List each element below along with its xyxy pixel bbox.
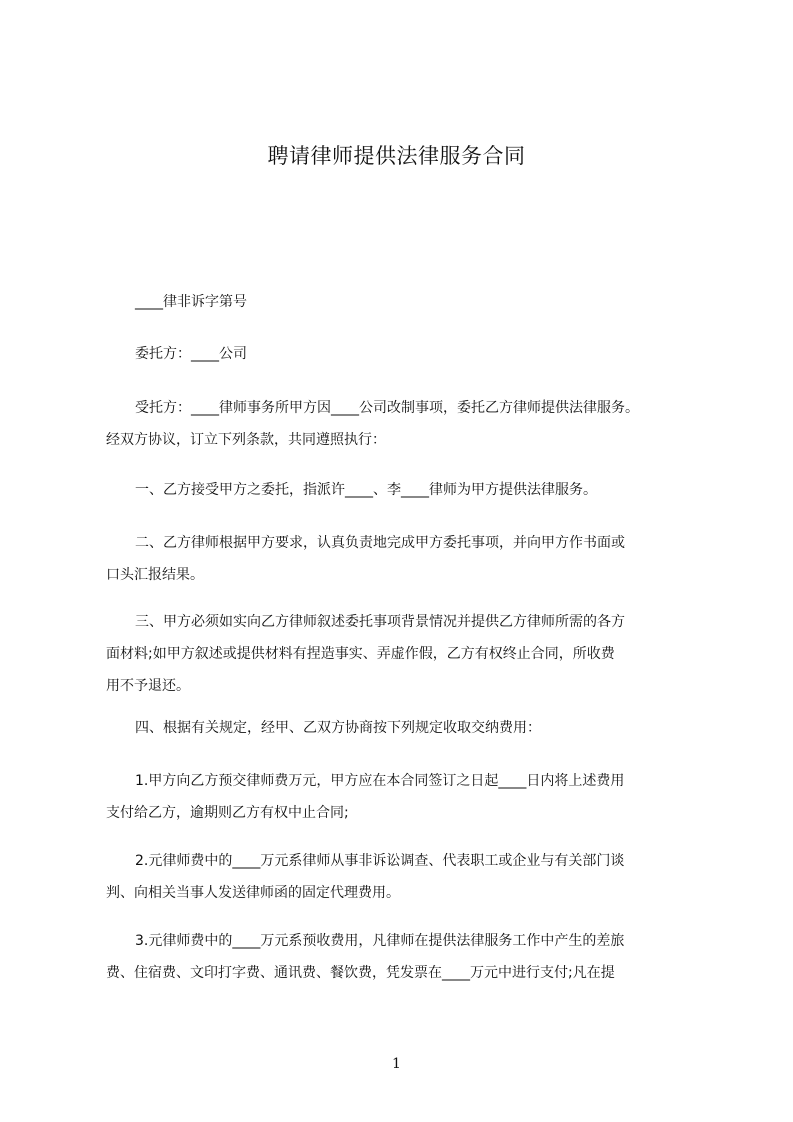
paragraph-line: 支付给乙方，逾期则乙方有权中止合同;: [106, 805, 349, 821]
paragraph-line: 面材料;如甲方叙述或提供材料有捏造事实、弄虚作假，乙方有权终止合同，所收费: [106, 646, 615, 662]
clause-1: [106, 474, 706, 506]
paragraph-line: 二、乙方律师根据甲方要求，认真负责地完成甲方委托事项，并向甲方作书面或: [135, 535, 625, 551]
paragraph-line: 3.元律师费中的____万元系预收费用，凡律师在提供法律服务工作中产生的差旅: [135, 933, 625, 949]
clause-4-item-3: [106, 925, 706, 989]
paragraph-line: 四、根据有关规定，经甲、乙双方协商按下列规定收取交纳费用：: [135, 720, 541, 736]
paragraph-line: 受托方：____律师事务所甲方因____公司改制事项，委托乙方律师提供法律服务。: [135, 400, 639, 416]
paragraph-line: 口头汇报结果。: [106, 567, 204, 583]
paragraph-line: 1.甲方向乙方预交律师费万元，甲方应在本合同签订之日起____日内将上述费用: [135, 773, 625, 789]
paragraph-line: 三、甲方必须如实向乙方律师叙述委托事项背景情况并提供乙方律师所需的各方: [135, 614, 625, 630]
paragraph-line: 2.元律师费中的____万元系律师从事非诉讼调查、代表职工或企业与有关部门谈: [135, 853, 625, 869]
clause-4: [106, 712, 706, 744]
paragraph-line: 委托方：____公司: [135, 346, 247, 362]
page-number: 1: [392, 1056, 401, 1072]
paragraph-line: 经双方协议，订立下列条款，共同遵照执行：: [106, 432, 386, 448]
paragraph-trustee: [106, 392, 706, 456]
clause-4-item-1: [106, 765, 706, 829]
clause-3: [106, 606, 706, 702]
paragraph-case-number: [106, 286, 706, 318]
clause-2: [106, 527, 706, 591]
paragraph-line: 一、乙方接受甲方之委托，指派许____、李____律师为甲方提供法律服务。: [135, 482, 597, 498]
paragraph-line: 用不予退还。: [106, 678, 190, 694]
paragraph-line: ____律非诉字第号: [135, 294, 247, 310]
document-title: 聘请律师提供法律服务合同: [267, 144, 526, 168]
clause-4-item-2: [106, 845, 706, 909]
paragraph-line: 费、住宿费、文印打字费、通讯费、餐饮费，凭发票在____万元中进行支付;凡在提: [106, 965, 615, 981]
paragraph-client: [106, 338, 706, 370]
paragraph-line: 判、向相关当事人发送律师函的固定代理费用。: [106, 885, 400, 901]
